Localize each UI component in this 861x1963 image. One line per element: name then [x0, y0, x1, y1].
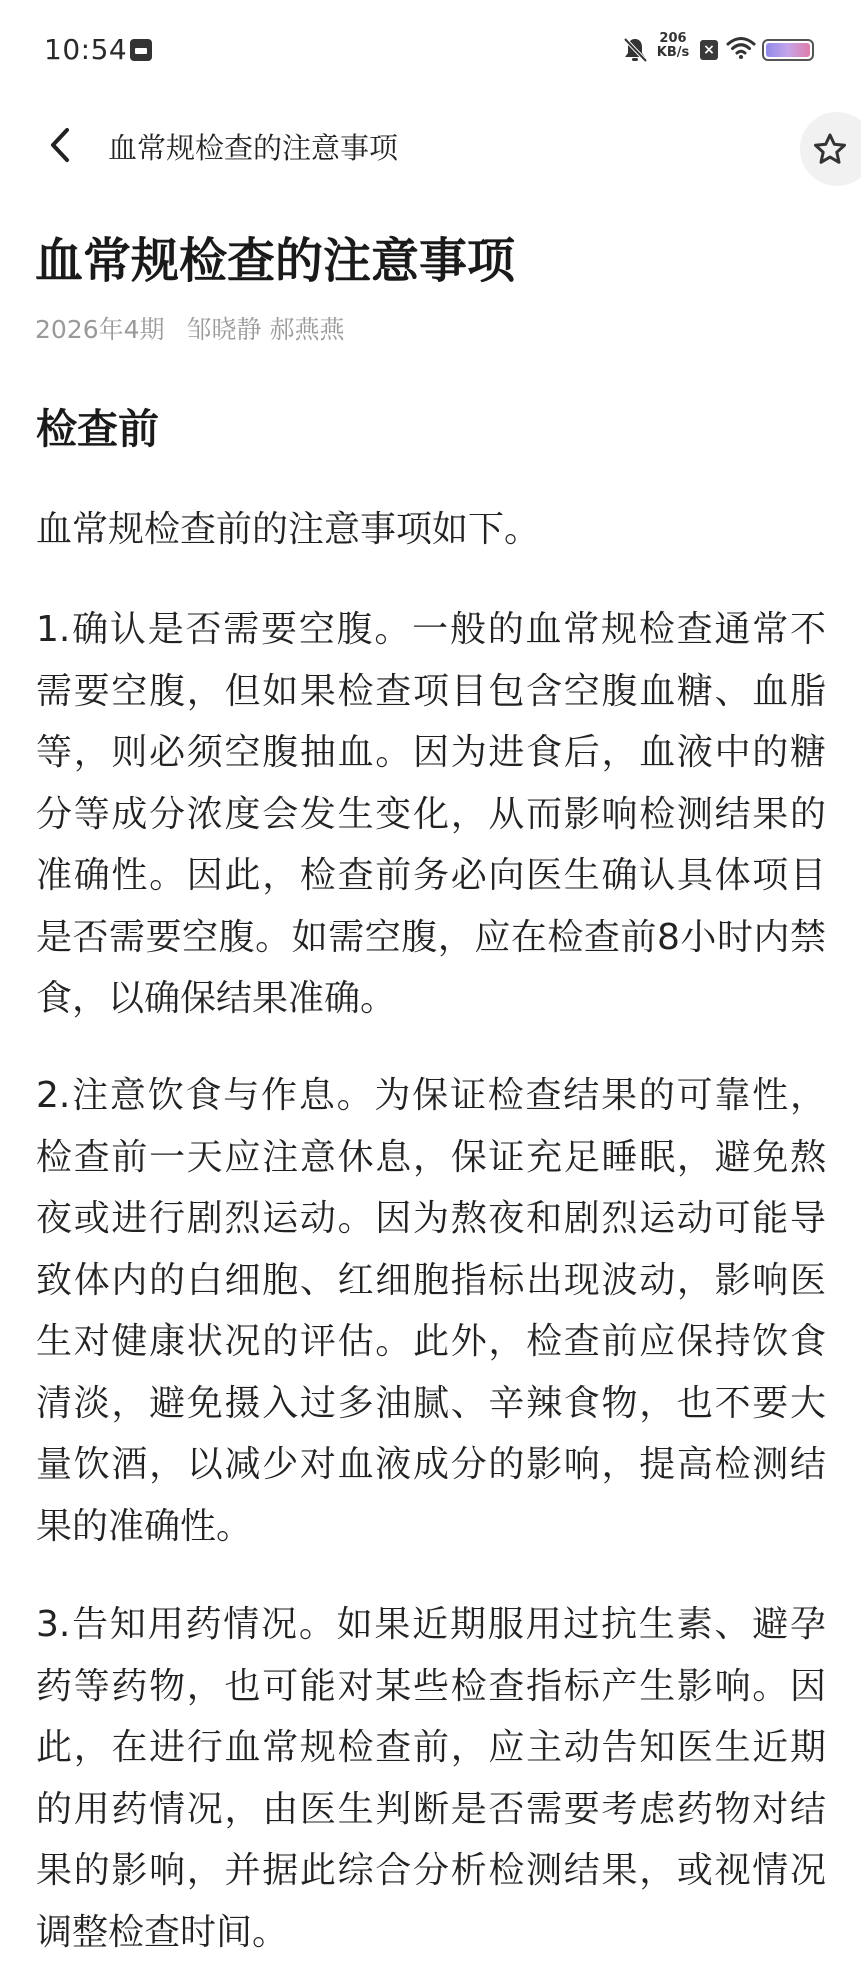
battery-level: [766, 43, 810, 57]
paragraph-3: 3.告知用药情况。如果近期服用过抗生素、避孕药等药物，也可能对某些检查指标产生影响。因此，在进行血常规检查前，应主动告知医生近期的用药情况，由医生判断是否需要考虑药物对结果的影响，并据此综合分析检测结果，或视情况调整检查时间。: [36, 1604, 826, 1953]
battery-icon: [762, 39, 814, 61]
paragraph-2: 2.注意饮食与作息。为保证检查结果的可靠性，检查前一天应注意休息，保证充足睡眠，避免熬夜或进行剧烈运动。因为熬夜和剧烈运动可能导致体内的白细胞、红细胞指标出现波动，影响医生对健康状况的评估。此外，检查前应保持饮食清淡，避免摄入过多油腻、辛辣食物，也不要大量饮酒，以减少对血液成分的影响，提高检测结果的准确性。: [36, 1075, 826, 1547]
network-speed-value: 206: [659, 31, 687, 46]
calendar-icon: [130, 39, 152, 61]
favorite-button[interactable]: [800, 112, 861, 186]
intro-paragraph: 血常规检查前的注意事项如下。: [36, 509, 541, 550]
status-bar: [0, 0, 861, 100]
authors-label: 邹晓静 郝燕燕: [186, 315, 345, 344]
top-nav-bar: [0, 100, 861, 190]
wifi-icon: [726, 36, 756, 64]
mute-icon: [622, 36, 648, 68]
issue-label: 2026年4期: [35, 315, 165, 344]
network-speed-unit: KB/s: [656, 45, 690, 60]
article-title: 血常规检查的注意事项: [35, 233, 516, 289]
network-speed: [656, 32, 690, 60]
sim-x-icon: ×: [700, 40, 718, 60]
status-time: 10:54: [44, 33, 128, 66]
article-meta: [35, 310, 344, 346]
back-button[interactable]: [40, 122, 80, 168]
paragraph-1: 1.确认是否需要空腹。一般的血常规检查通常不需要空腹，但如果检查项目包含空腹血糖、血脂等，则必须空腹抽血。因为进食后，血液中的糖分等成分浓度会发生变化，从而影响检测结果的准确性。因此，检查前务必向医生确认具体项目是否需要空腹。如需空腹，应在检查前8小时内禁食，以确保结果准确。: [36, 609, 826, 1019]
section-heading: 检查前: [36, 405, 159, 453]
nav-title: 血常规检查的注意事项: [108, 131, 399, 165]
chevron-left-icon: [49, 127, 71, 163]
star-icon: [813, 133, 847, 165]
